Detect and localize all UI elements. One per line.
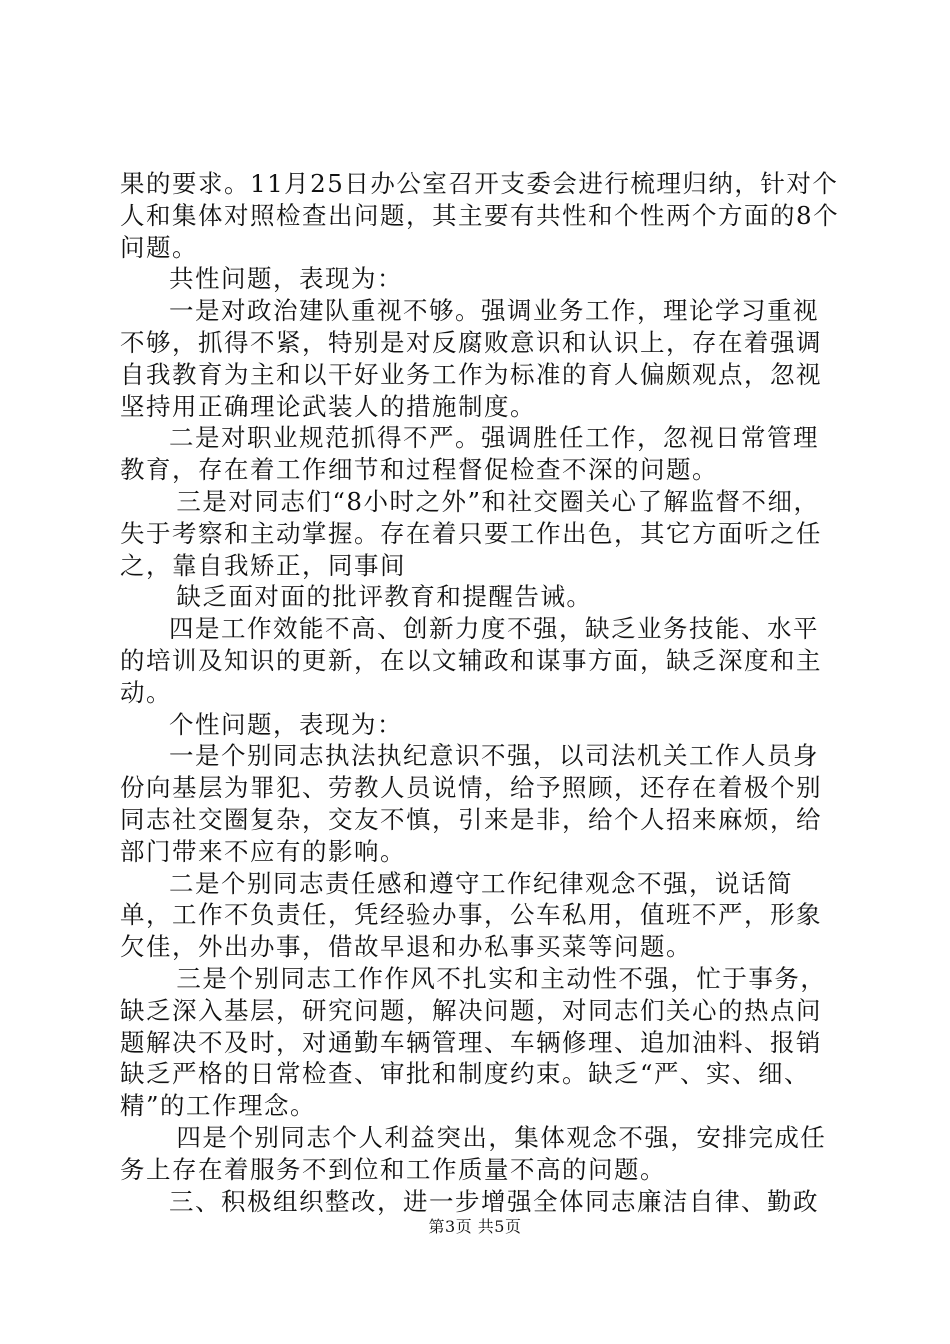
paragraph-10: 二是个别同志责任感和遵守工作纪律观念不强，说话简单，工作不负责任，凭经验办事，公车私用，值班不严，形象欠佳，外出办事，借故早退和办私事买菜等问题。 [120, 868, 822, 962]
page-number-footer: 第3页 共5页 [428, 1217, 522, 1236]
paragraph-6: 缺乏面对面的批评教育和提醒告诫。 [176, 582, 593, 612]
paragraph-5: 三是对同志们“8小时之外”和社交圈关心了解监督不细，失于考察和主动掌握。存在着只要工作出色，其它方面听之任之，靠自我矫正，同事间 [120, 486, 822, 580]
paragraph-2-heading: 共性问题，表现为： [169, 264, 403, 294]
document-body [120, 168, 840, 1217]
paragraph-3: 一是对政治建队重视不够。强调业务工作，理论学习重视不够，抓得不紧，特别是对反腐败意识和认识上，存在着强调自我教育为主和以干好业务工作为标准的育人偏颇观点，忽视坚持用正确理论武装人的措施制度。 [120, 296, 822, 421]
paragraph-12: 四是个别同志个人利益突出，集体观念不强，安排完成任务上存在着服务不到位和工作质量不高的问题。 [120, 1122, 827, 1184]
paragraph-8-heading: 个性问题，表现为： [169, 709, 403, 739]
paragraph-1: 果的要求。11月25日办公室召开支委会进行梳理归纳，针对个人和集体对照检查出问题，其主要有共性和个性两个方面的8个问题。 [120, 169, 840, 262]
paragraph-9: 一是个别同志执法执纪意识不强，以司法机关工作人员身份向基层为罪犯、劳教人员说情，给予照顾，还存在着极个别同志社交圈复杂，交友不慎，引来是非，给个人招来麻烦，给部门带来不应有的影响。 [120, 741, 822, 866]
paragraph-13: 三、积极组织整改，进一步增强全体同志廉洁自律、勤政 [169, 1186, 819, 1216]
paragraph-11: 三是个别同志工作作风不扎实和主动性不强，忙于事务，缺乏深入基层，研究问题，解决问题，对同志们关心的热点问题解决不及时，对通勤车辆管理、车辆修理、追加油料、报销缺乏严格的日常检查、审批和制度约束。缺乏“严、实、细、精”的工作理念。 [120, 963, 827, 1121]
paragraph-7: 四是工作效能不高、创新力度不强，缺乏业务技能、水平的培训及知识的更新，在以文辅政和谋事方面，缺乏深度和主动。 [120, 614, 822, 707]
paragraph-4: 二是对职业规范抓得不严。强调胜任工作，忽视日常管理教育，存在着工作细节和过程督促检查不深的问题。 [120, 423, 819, 485]
